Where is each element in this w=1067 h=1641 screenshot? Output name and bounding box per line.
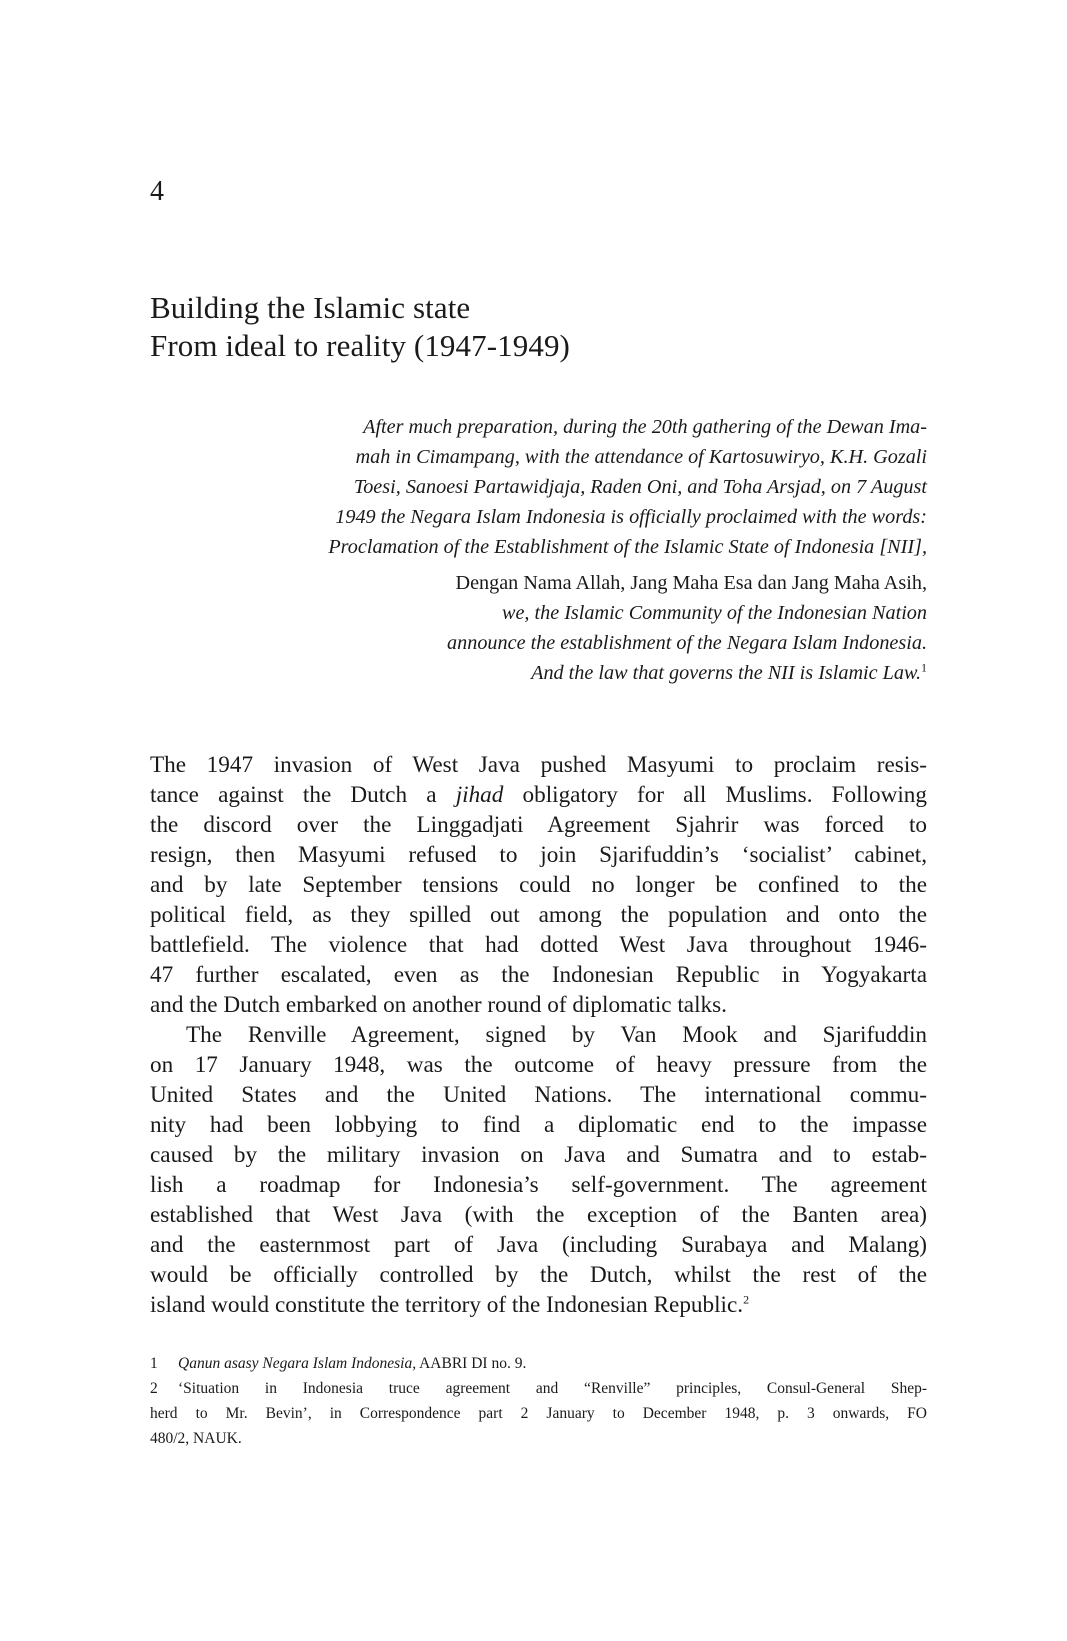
- body-line: caused by the military invasion on Java and Sumatra and to estab-: [150, 1142, 927, 1168]
- footnote-text: ‘Situation in Indonesia truce agreement and “Renville” principles, Consul-General Shep-: [178, 1380, 927, 1397]
- footnote-number: 1: [150, 1355, 158, 1372]
- body-text-span: island would constitute the territory of the Indonesian Republic.: [150, 1292, 744, 1318]
- footnote-text: AABRI DI no. 9.: [416, 1355, 527, 1372]
- body-line: and the Dutch embarked on another round of diplomatic talks.: [150, 992, 727, 1018]
- footnote-2-cont: herd to Mr. Bevin’, in Correspondence part 2 January to December 1948, p. 3 onwards, FO: [150, 1405, 927, 1422]
- body-line: would be officially controlled by the Dutch, whilst the rest of the: [150, 1262, 927, 1288]
- footnotes: [150, 1351, 927, 1451]
- epigraph: [255, 412, 927, 562]
- body-line: lish a roadmap for Indonesia’s self-government. The agreement: [150, 1172, 927, 1198]
- footnote-title: Qanun asasy Negara Islam Indonesia,: [178, 1355, 417, 1372]
- proclamation-line: announce the establishment of the Negara Islam Indonesia.: [447, 632, 927, 654]
- body-line: [150, 1290, 927, 1320]
- body-line: and the easternmost part of Java (including Surabaya and Malang): [150, 1232, 927, 1258]
- proclamation-line: we, the Islamic Community of the Indonesian Nation: [501, 602, 927, 624]
- body-line: The Renville Agreement, signed by Van Mook and Sjarifuddin: [186, 1022, 927, 1048]
- body-line: resign, then Masyumi refused to join Sjarifuddin’s ‘socialist’ cabinet,: [150, 842, 927, 868]
- epigraph-line: mah in Cimampang, with the attendance of Kartosuwiryo, K.H. Gozali: [355, 446, 927, 468]
- proclamation-line-last: [255, 658, 927, 688]
- body-line: United States and the United Nations. The international commu-: [150, 1082, 927, 1108]
- body-line: battlefield. The violence that had dotted West Java throughout 1946-: [150, 932, 927, 958]
- chapter-title-line: Building the Islamic state: [150, 290, 471, 325]
- footnote-number: 2: [150, 1380, 158, 1397]
- body-text: [150, 750, 927, 1320]
- body-line: established that West Java (with the exception of the Banten area): [150, 1202, 927, 1228]
- body-line: and by late September tensions could no longer be confined to the: [150, 872, 927, 898]
- epigraph-line: Toesi, Sanoesi Partawidjaja, Raden Oni, and Toha Arsjad, on 7 August: [353, 476, 927, 498]
- footnote-ref-2: 2: [743, 1292, 750, 1307]
- body-line: on 17 January 1948, was the outcome of heavy pressure from the: [150, 1052, 927, 1078]
- emphasis-jihad: jihad: [455, 782, 504, 808]
- body-text-span: obligatory for all Muslims. Following: [503, 782, 927, 808]
- chapter-subtitle-line: From ideal to reality (1947-1949): [150, 328, 570, 363]
- footnote-2: [150, 1376, 927, 1401]
- footnote-1: [150, 1351, 927, 1376]
- body-line: nity had been lobbying to find a diplomatic end to the impasse: [150, 1112, 927, 1138]
- proclamation-quote: [255, 568, 927, 688]
- footnote-ref-1: 1: [921, 660, 927, 675]
- body-line: The 1947 invasion of West Java pushed Masyumi to proclaim resis-: [150, 752, 927, 778]
- chapter-number: 4: [150, 176, 164, 207]
- body-line: political field, as they spilled out among the population and onto the: [150, 902, 927, 928]
- proclamation-line-text: And the law that governs the NII is Islamic Law.: [531, 662, 921, 684]
- body-text-span: tance against the Dutch a: [150, 782, 456, 808]
- body-line: 47 further escalated, even as the Indonesian Republic in Yogyakarta: [150, 962, 927, 988]
- epigraph-line: After much preparation, during the 20th gathering of the Dewan Ima-: [363, 416, 927, 438]
- epigraph-line: Proclamation of the Establishment of the Islamic State of Indonesia [NII],: [328, 536, 927, 558]
- proclamation-line: Dengan Nama Allah, Jang Maha Esa dan Jang Maha Asih,: [455, 572, 927, 594]
- footnote-2-cont: 480/2, NAUK.: [150, 1430, 242, 1447]
- chapter-title: [150, 289, 570, 365]
- epigraph-line: 1949 the Negara Islam Indonesia is officially proclaimed with the words:: [335, 506, 927, 528]
- body-line: [150, 780, 927, 810]
- body-line: the discord over the Linggadjati Agreement Sjahrir was forced to: [150, 812, 927, 838]
